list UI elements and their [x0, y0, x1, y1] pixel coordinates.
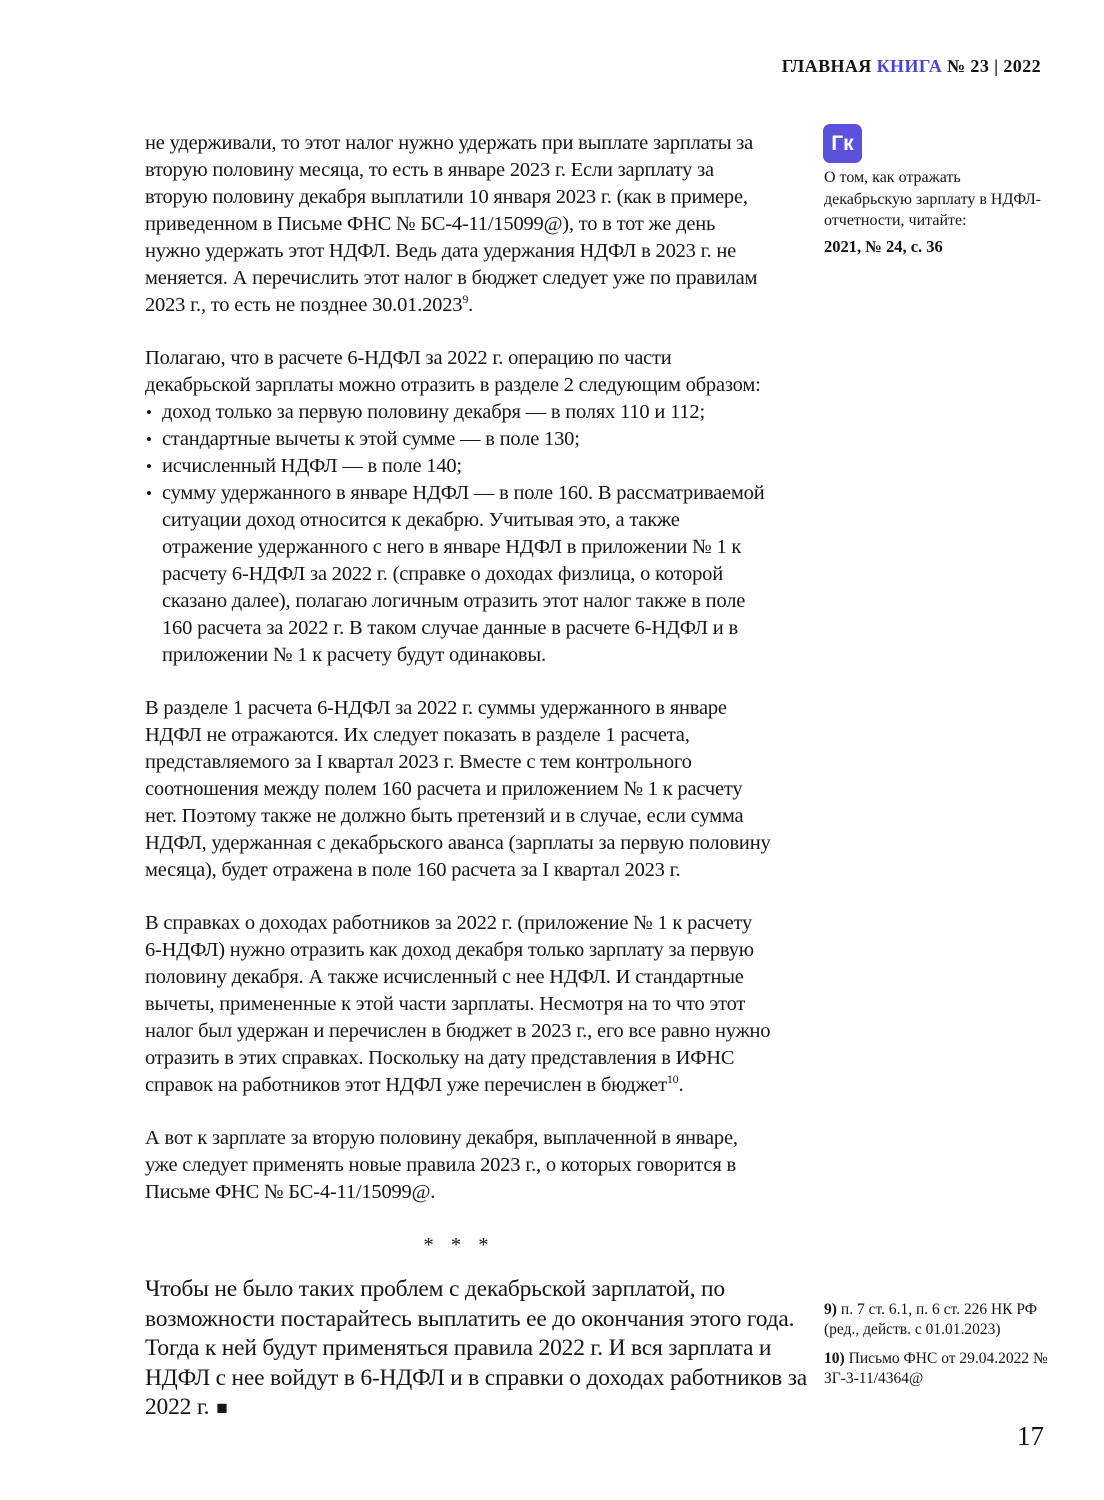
bullet-list: [145, 399, 773, 669]
paragraph: А вот к зарплате за вторую половину декабря, выплаченной в январе, уже следует применять новые правила 2023 г., о которых говорится в Письме ФНС № БС-4-11/15099@.: [145, 1127, 738, 1203]
list-item: • стандартные вычеты к этой сумме — в поле 130;: [145, 426, 773, 453]
sidebar-note-reference: 2021, № 24, с. 36: [824, 236, 943, 256]
brand-name-main: ГЛАВНАЯ: [781, 56, 877, 76]
footnote-number: 10): [824, 1350, 845, 1367]
footnotes-block: [824, 1300, 1056, 1398]
footnote-text: Письмо ФНС от 29.04.2022 № ЗГ-3-11/4364@: [824, 1350, 1048, 1387]
footnote-ref-10: 10: [666, 1072, 679, 1087]
sidebar-note-text: О том, как отражать декабрьскую зарплату в НДФЛ-отчетности, читайте:: [824, 169, 1041, 229]
paragraph-text: не удерживали, то этот налог нужно удержать при выплате зарплаты за вторую половину месяца, то есть в январе 2023 г. Если зарплату за вторую половину декабря выплатили 10 января 2023 г. (как в примере, приведенном в Письме ФНС № БС-4-11/15099@), то в тот же день нужно удержать этот НДФЛ. Ведь дата удержания НДФЛ в 2023 г. не меняется. А перечислить этот налог в бюджет следует уже по правилам 2023 г., то есть не позднее 30.01.2023: [145, 132, 758, 316]
glavkniga-logo-icon: [823, 124, 862, 163]
masthead: [782, 56, 1041, 77]
conclusion-paragraph: [145, 1275, 829, 1424]
end-of-article-marker: ■: [216, 1398, 228, 1419]
sidebar-note: [824, 167, 1044, 257]
paragraph-text: .: [468, 294, 474, 316]
paragraph: [145, 345, 773, 399]
paragraph-text: Полагаю, что в расчете 6-НДФЛ за 2022 г. операцию по части декабрьской зарплаты можно отразить в разделе 2 следующим образом:: [145, 347, 761, 396]
list-item: • исчисленный НДФЛ — в поле 140;: [145, 453, 773, 480]
issue-number: № 23 | 2022: [942, 56, 1041, 76]
paragraph-text: В справках о доходах работников за 2022 г. (приложение № 1 к расчету 6-НДФЛ) нужно отразить как доход декабря только зарплату за первую половину декабря. А также исчисленный с нее НДФЛ. И стандартные вычеты, примененные к этой части зарплаты. Несмотря на то что этот налог был удержан и перечислен в бюджет в 2023 г., его все равно нужно отразить в этих справках. Поскольку на дату представления в ИФНС справок на работников этот НДФЛ уже перечислен в бюджет: [145, 912, 771, 1096]
paragraph: В разделе 1 расчета 6-НДФЛ за 2022 г. суммы удержанного в январе НДФЛ не отражаются. Их следует показать в разделе 1 расчета, представляемого за I квартал 2023 г. Вместе с тем контрольного соотношения между полем 160 расчета и приложением № 1 к расчету нет. Поэтому также не должно быть претензий и в случае, если сумма НДФЛ, удержанная с декабрьского аванса (зарплаты за первую половину месяца), будет отражена в поле 160 расчета за I квартал 2023 г.: [145, 697, 771, 881]
logo-letters: Гк: [831, 132, 854, 155]
article-body: [145, 130, 808, 1450]
section-separator: * * *: [423, 1234, 495, 1256]
page-number: 17: [1017, 1421, 1044, 1451]
list-item: • доход только за первую половину декабря — в полях 110 и 112;: [145, 399, 773, 426]
footnote: [824, 1300, 1056, 1340]
paragraph: [145, 910, 773, 1099]
footnote-ref-9: 9: [462, 292, 469, 307]
footnote: [824, 1349, 1056, 1389]
paragraph-text: .: [678, 1074, 684, 1096]
paragraph: [145, 130, 773, 319]
conclusion-text: Чтобы не было таких проблем с декабрьской зарплатой, по возможности постарайтесь выплатить ее до окончания этого года. Тогда к ней будут применяться правила 2022 г. И вся зарплата и НДФЛ с нее войдут в 6-НДФЛ и в справки о доходах работников за 2022 г.: [145, 1276, 808, 1420]
footnote-number: 9): [824, 1301, 837, 1318]
footnote-text: п. 7 ст. 6.1, п. 6 ст. 226 НК РФ (ред., действ. с 01.01.2023): [824, 1301, 1037, 1338]
brand-name-accent: КНИГА: [876, 56, 943, 76]
list-item: • сумму удержанного в январе НДФЛ — в поле 160. В рассматриваемой ситуации доход относится к декабрю. Учитывая это, а также отражение удержанного с него в январе НДФЛ в приложении № 1 к расчету 6-НДФЛ за 2022 г. (справке о доходах физлица, о которой сказано далее), полагаю логичным отразить этот налог также в поле 160 расчета за 2022 г. В таком случае данные в расчете 6-НДФЛ и в приложении № 1 к расчету будут одинаковы.: [145, 480, 773, 669]
